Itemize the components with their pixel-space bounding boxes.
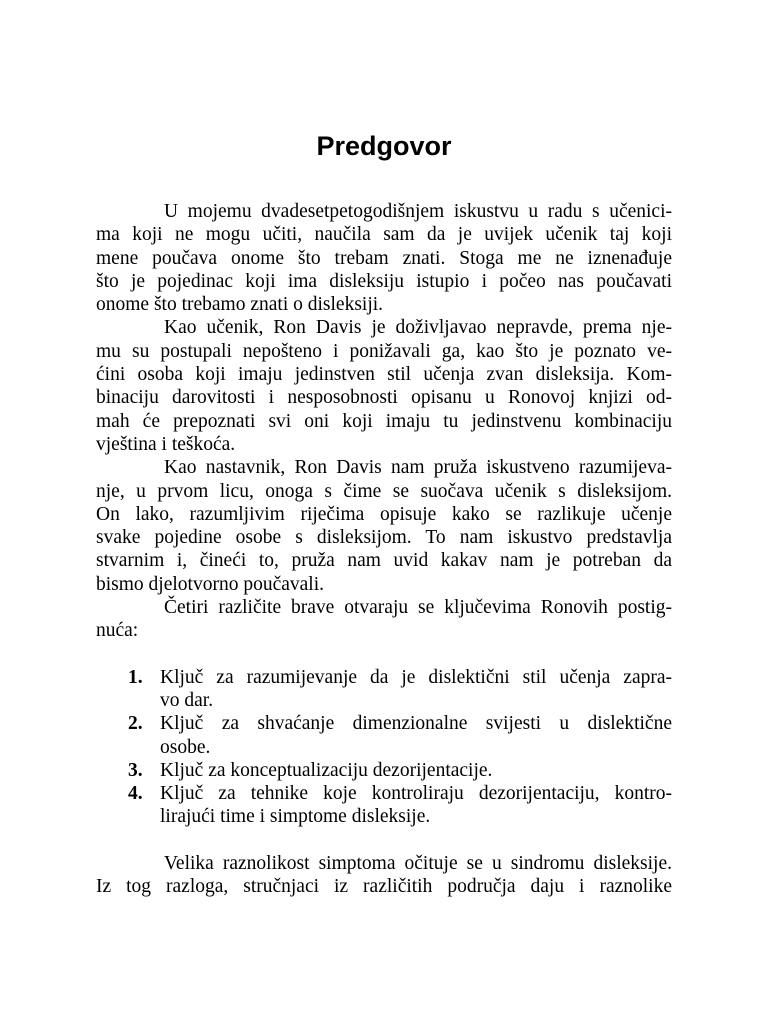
body-text (96, 200, 672, 898)
text-line: Ključ za razumijevanje da je dislektični stil učenja zapra- (160, 666, 672, 688)
text-line: Kao učenik, Ron Davis je doživljavao nepravde, prema nje- (164, 317, 672, 339)
text-line: što je pojedinac koji ima disleksiju istupio i počeo nas poučavati (96, 270, 672, 292)
text-line: nje, u prvom licu, onoga s čime se suočava učenik s disleksijom. (96, 480, 672, 502)
text-line: mu su postupali nepošteno i ponižavali ga, kao što je poznato ve- (96, 340, 672, 362)
list-number: 1. (128, 666, 143, 688)
text-line: Iz tog razloga, stručnjaci iz različitih područja daju i raznolike (96, 876, 672, 898)
spacer (96, 829, 672, 852)
list-number: 3. (128, 759, 143, 781)
list-item (96, 759, 672, 782)
list-item (96, 782, 672, 829)
text-line: osobe. (160, 736, 211, 758)
text-line: Kao nastavnik, Ron Davis nam pruža iskustveno razumijeva- (164, 457, 672, 479)
text-line: ma koji ne mogu učiti, naučila sam da je uvijek učenik taj koji (96, 224, 672, 246)
text-line: mah će prepoznati svi oni koji imaju tu jedinstvenu kombinaciju (96, 410, 672, 432)
text-line: stvarnim i, čineći to, pruža nam uvid kakav nam je potreban da (96, 550, 672, 572)
paragraph-4 (96, 596, 672, 643)
spacer (96, 643, 672, 666)
paragraph-2 (96, 316, 672, 456)
list-number: 2. (128, 713, 143, 735)
text-line: Ključ za shvaćanje dimenzionalne svijesti u dislektične (160, 713, 672, 735)
text-line: binaciju darovitosti i nesposobnosti opisanu u Ronovoj knjizi od- (96, 387, 672, 409)
text-line: U mojemu dvadesetpetogodišnjem iskustvu u radu s učenici- (164, 201, 672, 222)
text-line: On lako, razumljivim riječima opisuje kako se razlikuje učenje (96, 503, 672, 525)
text-line: nuća: (96, 620, 139, 642)
text-line: Ključ za konceptualizaciju dezorijentacije. (160, 759, 493, 781)
paragraph-1 (96, 200, 672, 316)
list-number: 4. (128, 783, 143, 805)
text-line: lirajući time i simptome disleksije. (160, 806, 431, 828)
text-line: onome što trebamo znati o disleksiji. (96, 294, 384, 316)
paragraph-3 (96, 456, 672, 596)
list-item (96, 712, 672, 759)
paragraph-5 (96, 852, 672, 899)
text-line: mene poučava onome što trebam znati. Stoga me ne iznenađuje (96, 247, 672, 269)
text-line: vo dar. (160, 689, 214, 711)
list-item (96, 666, 672, 713)
numbered-list (96, 666, 672, 829)
text-line: ćini osoba koji imaju jedinstven stil učenja zvan disleksija. Kom- (96, 364, 672, 386)
text-line: vještina i teškoća. (96, 433, 236, 455)
text-line: bismo djelotvorno poučavali. (96, 573, 325, 595)
text-line: Četiri različite brave otvaraju se ključevima Ronovih postig- (164, 597, 672, 619)
text-line: Velika raznolikost simptoma očituje se u sindromu disleksije. (164, 852, 672, 874)
text-line: Ključ za tehnike koje kontroliraju dezorijentaciju, kontro- (160, 783, 672, 805)
page-title: Predgovor (316, 131, 452, 161)
text-line: svake pojedine osobe s disleksijom. To nam iskustvo predstavlja (96, 527, 672, 549)
